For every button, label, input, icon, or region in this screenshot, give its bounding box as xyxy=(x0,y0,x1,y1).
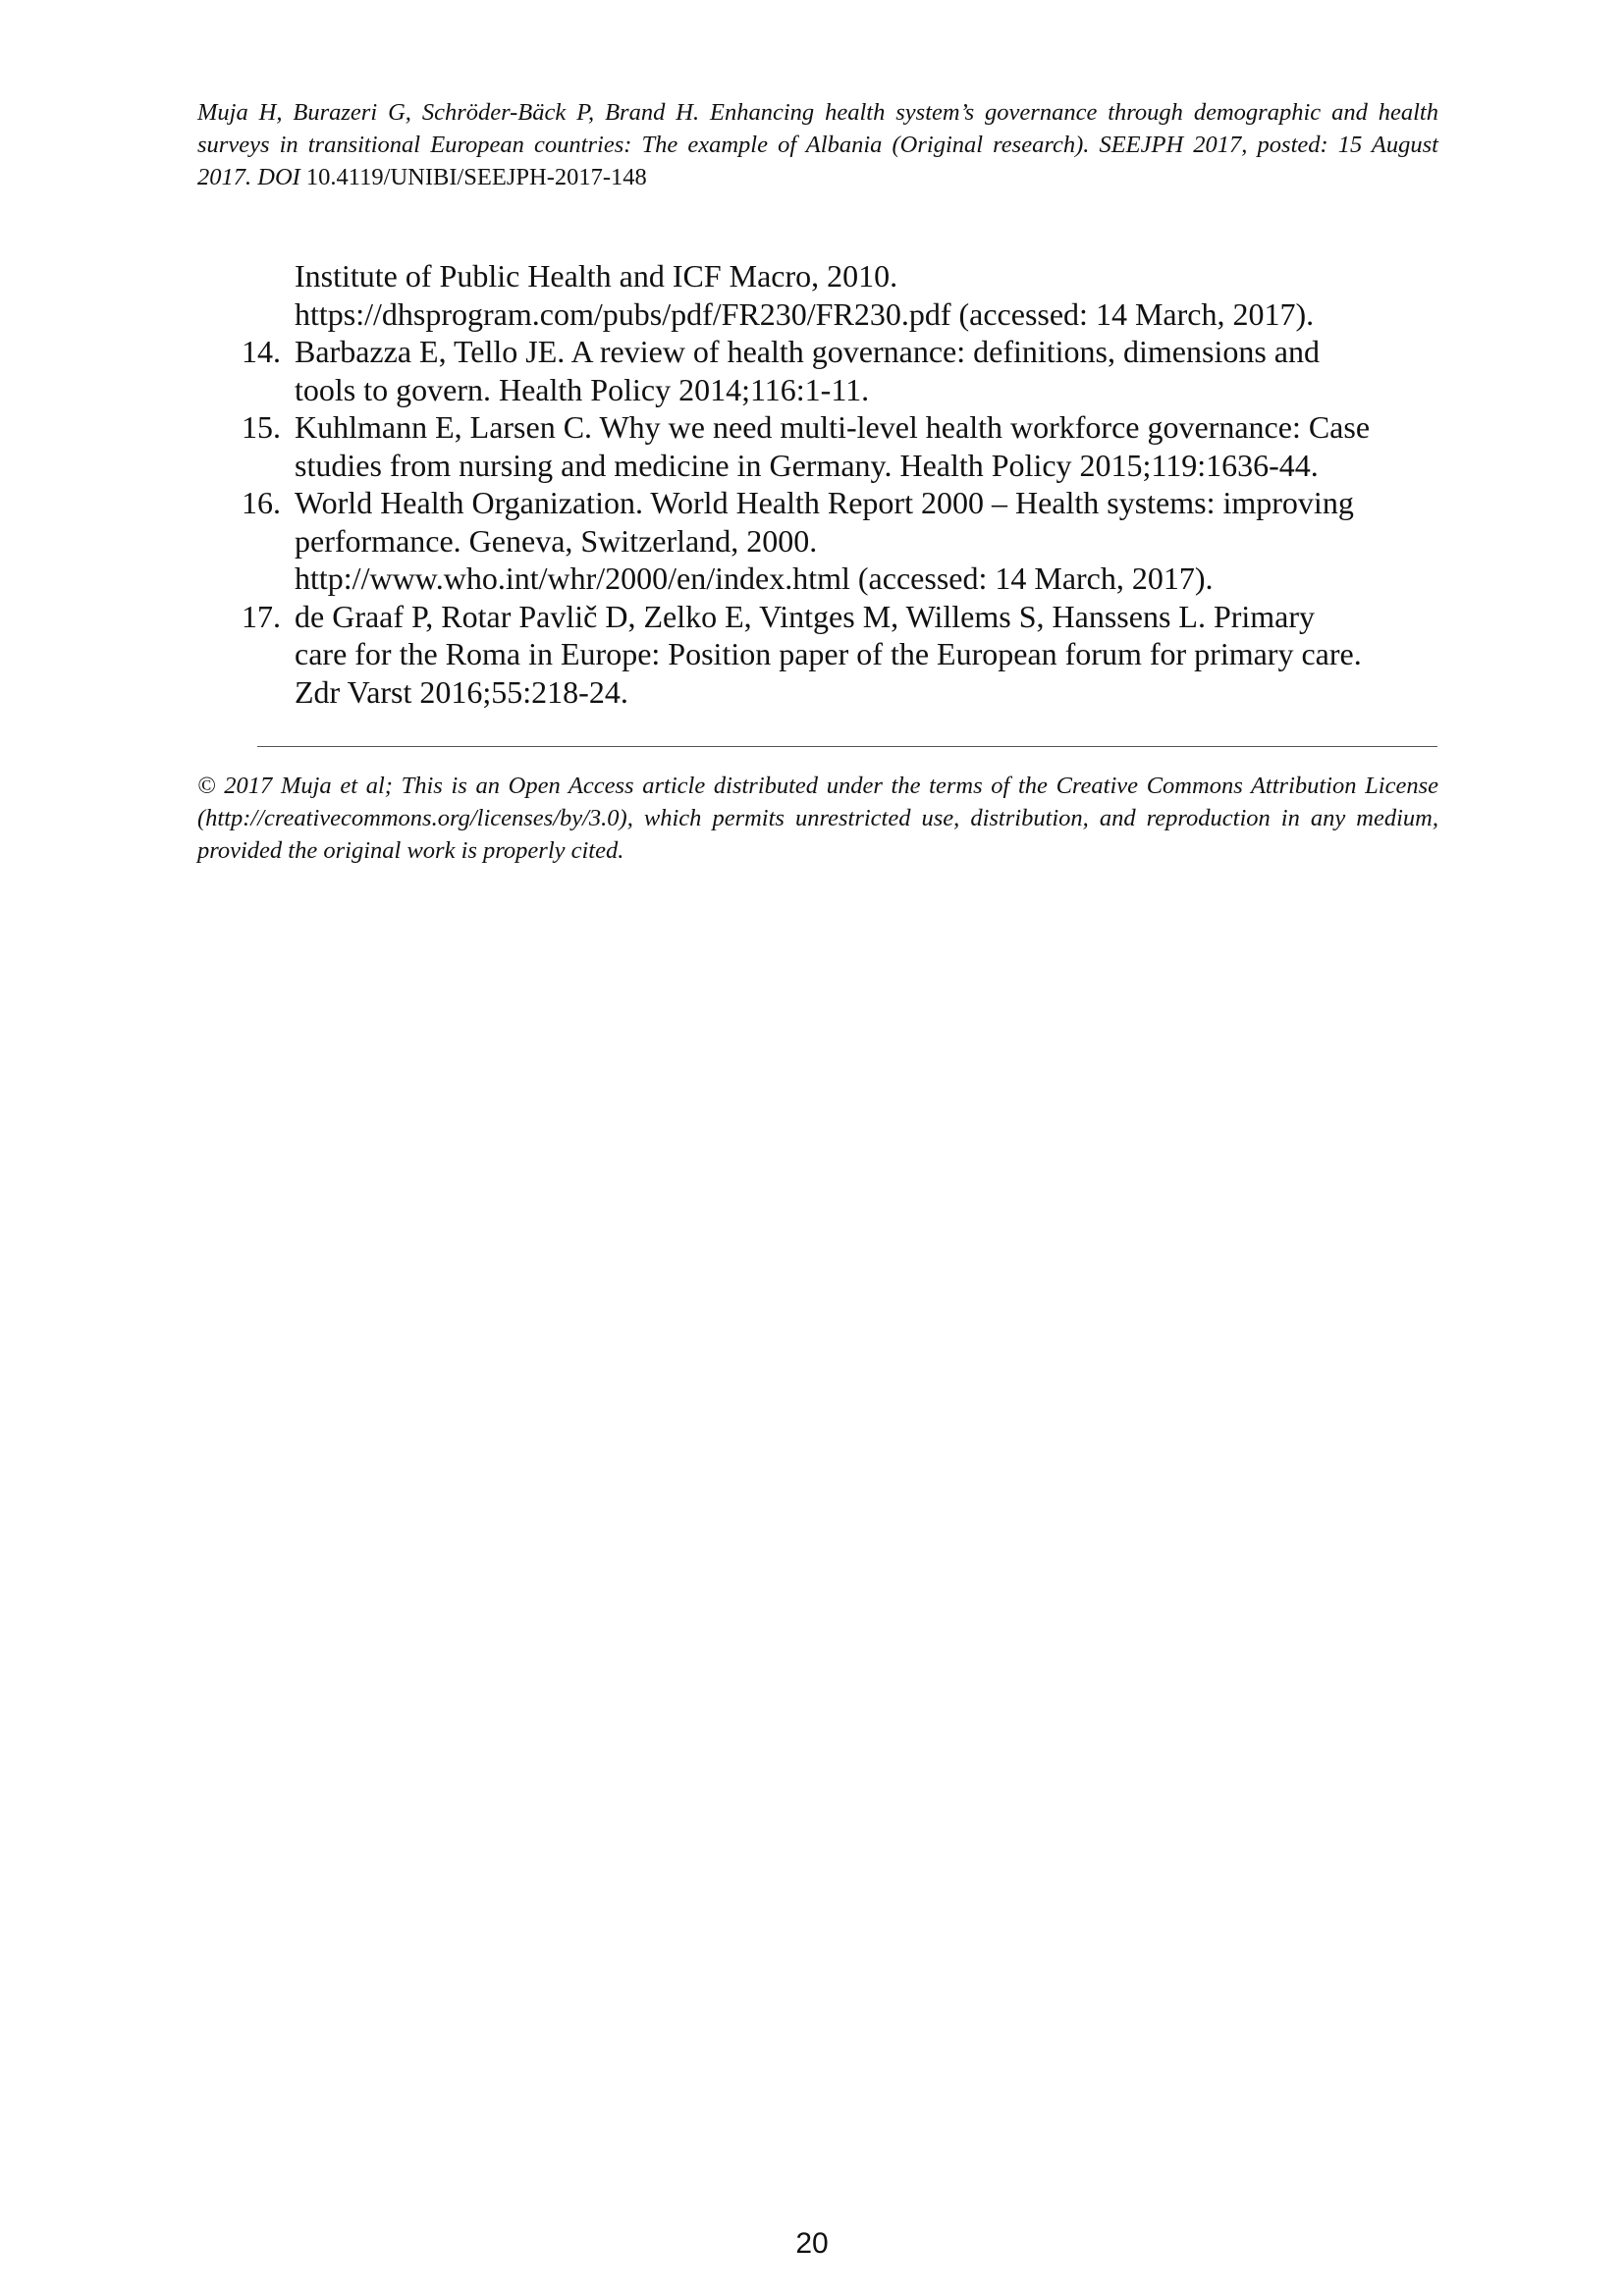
reference-line: performance. Geneva, Switzerland, 2000. xyxy=(295,522,818,559)
reference-number: 17. xyxy=(242,598,281,634)
reference-line: de Graaf P, Rotar Pavlič D, Zelko E, Vintges M, Willems S, Hanssens L. Primary xyxy=(295,598,1316,634)
reference-item-15 xyxy=(242,408,1434,484)
reference-list xyxy=(242,257,1434,711)
reference-number: 15. xyxy=(242,409,281,445)
header-doi: 10.4119/UNIBI/SEEJPH-2017-148 xyxy=(305,164,647,190)
reference-line: studies from nursing and medicine in Germany. Health Policy 2015;119:1636-44. xyxy=(295,447,1319,483)
running-header-citation xyxy=(197,96,1438,193)
reference-line: tools to govern. Health Policy 2014;116:1-11. xyxy=(295,371,870,407)
reference-line: care for the Roma in Europe: Position paper of the European forum for primary care. xyxy=(295,636,1362,671)
reference-continuation xyxy=(295,257,1434,333)
reference-line: Kuhlmann E, Larsen C. Why we need multi-level health workforce governance: Case xyxy=(295,409,1371,445)
reference-number: 14. xyxy=(242,334,281,369)
reference-item-14 xyxy=(242,333,1434,408)
reference-item-16 xyxy=(242,484,1434,598)
reference-number: 16. xyxy=(242,485,281,520)
reference-url: https://dhsprogram.com/pubs/pdf/FR230/FR230.pdf (accessed: 14 March, 2017). xyxy=(295,295,1315,332)
header-citation-text: Muja H, Burazeri G, Schröder-Bäck P, Brand H. Enhancing health system’s governance through demographic and health surveys in transitional European countries: The example of Albania (Original research). SEEJPH 2017, posted: 15 August 2017. DOI xyxy=(197,99,1438,190)
reference-line: World Health Organization. World Health Report 2000 – Health systems: improving xyxy=(295,485,1354,520)
page-number: 20 xyxy=(795,2227,829,2260)
license-notice: © 2017 Muja et al; This is an Open Access article distributed under the terms of the Creative Commons Attribution License (http://creativecommons.org/licenses/by/3.0), which permits unrestricted use, distribution, and reproduction in any medium, provided the original work is properly cited. xyxy=(197,773,1438,864)
reference-item-17 xyxy=(242,598,1434,712)
reference-url: http://www.who.int/whr/2000/en/index.html (accessed: 14 March, 2017). xyxy=(295,561,1214,596)
reference-line: Institute of Public Health and ICF Macro, 2010. xyxy=(295,258,898,294)
horizontal-divider xyxy=(257,746,1437,747)
reference-line: Zdr Varst 2016;55:218-24. xyxy=(295,673,628,710)
reference-line: Barbazza E, Tello JE. A review of health governance: definitions, dimensions and xyxy=(295,334,1320,369)
